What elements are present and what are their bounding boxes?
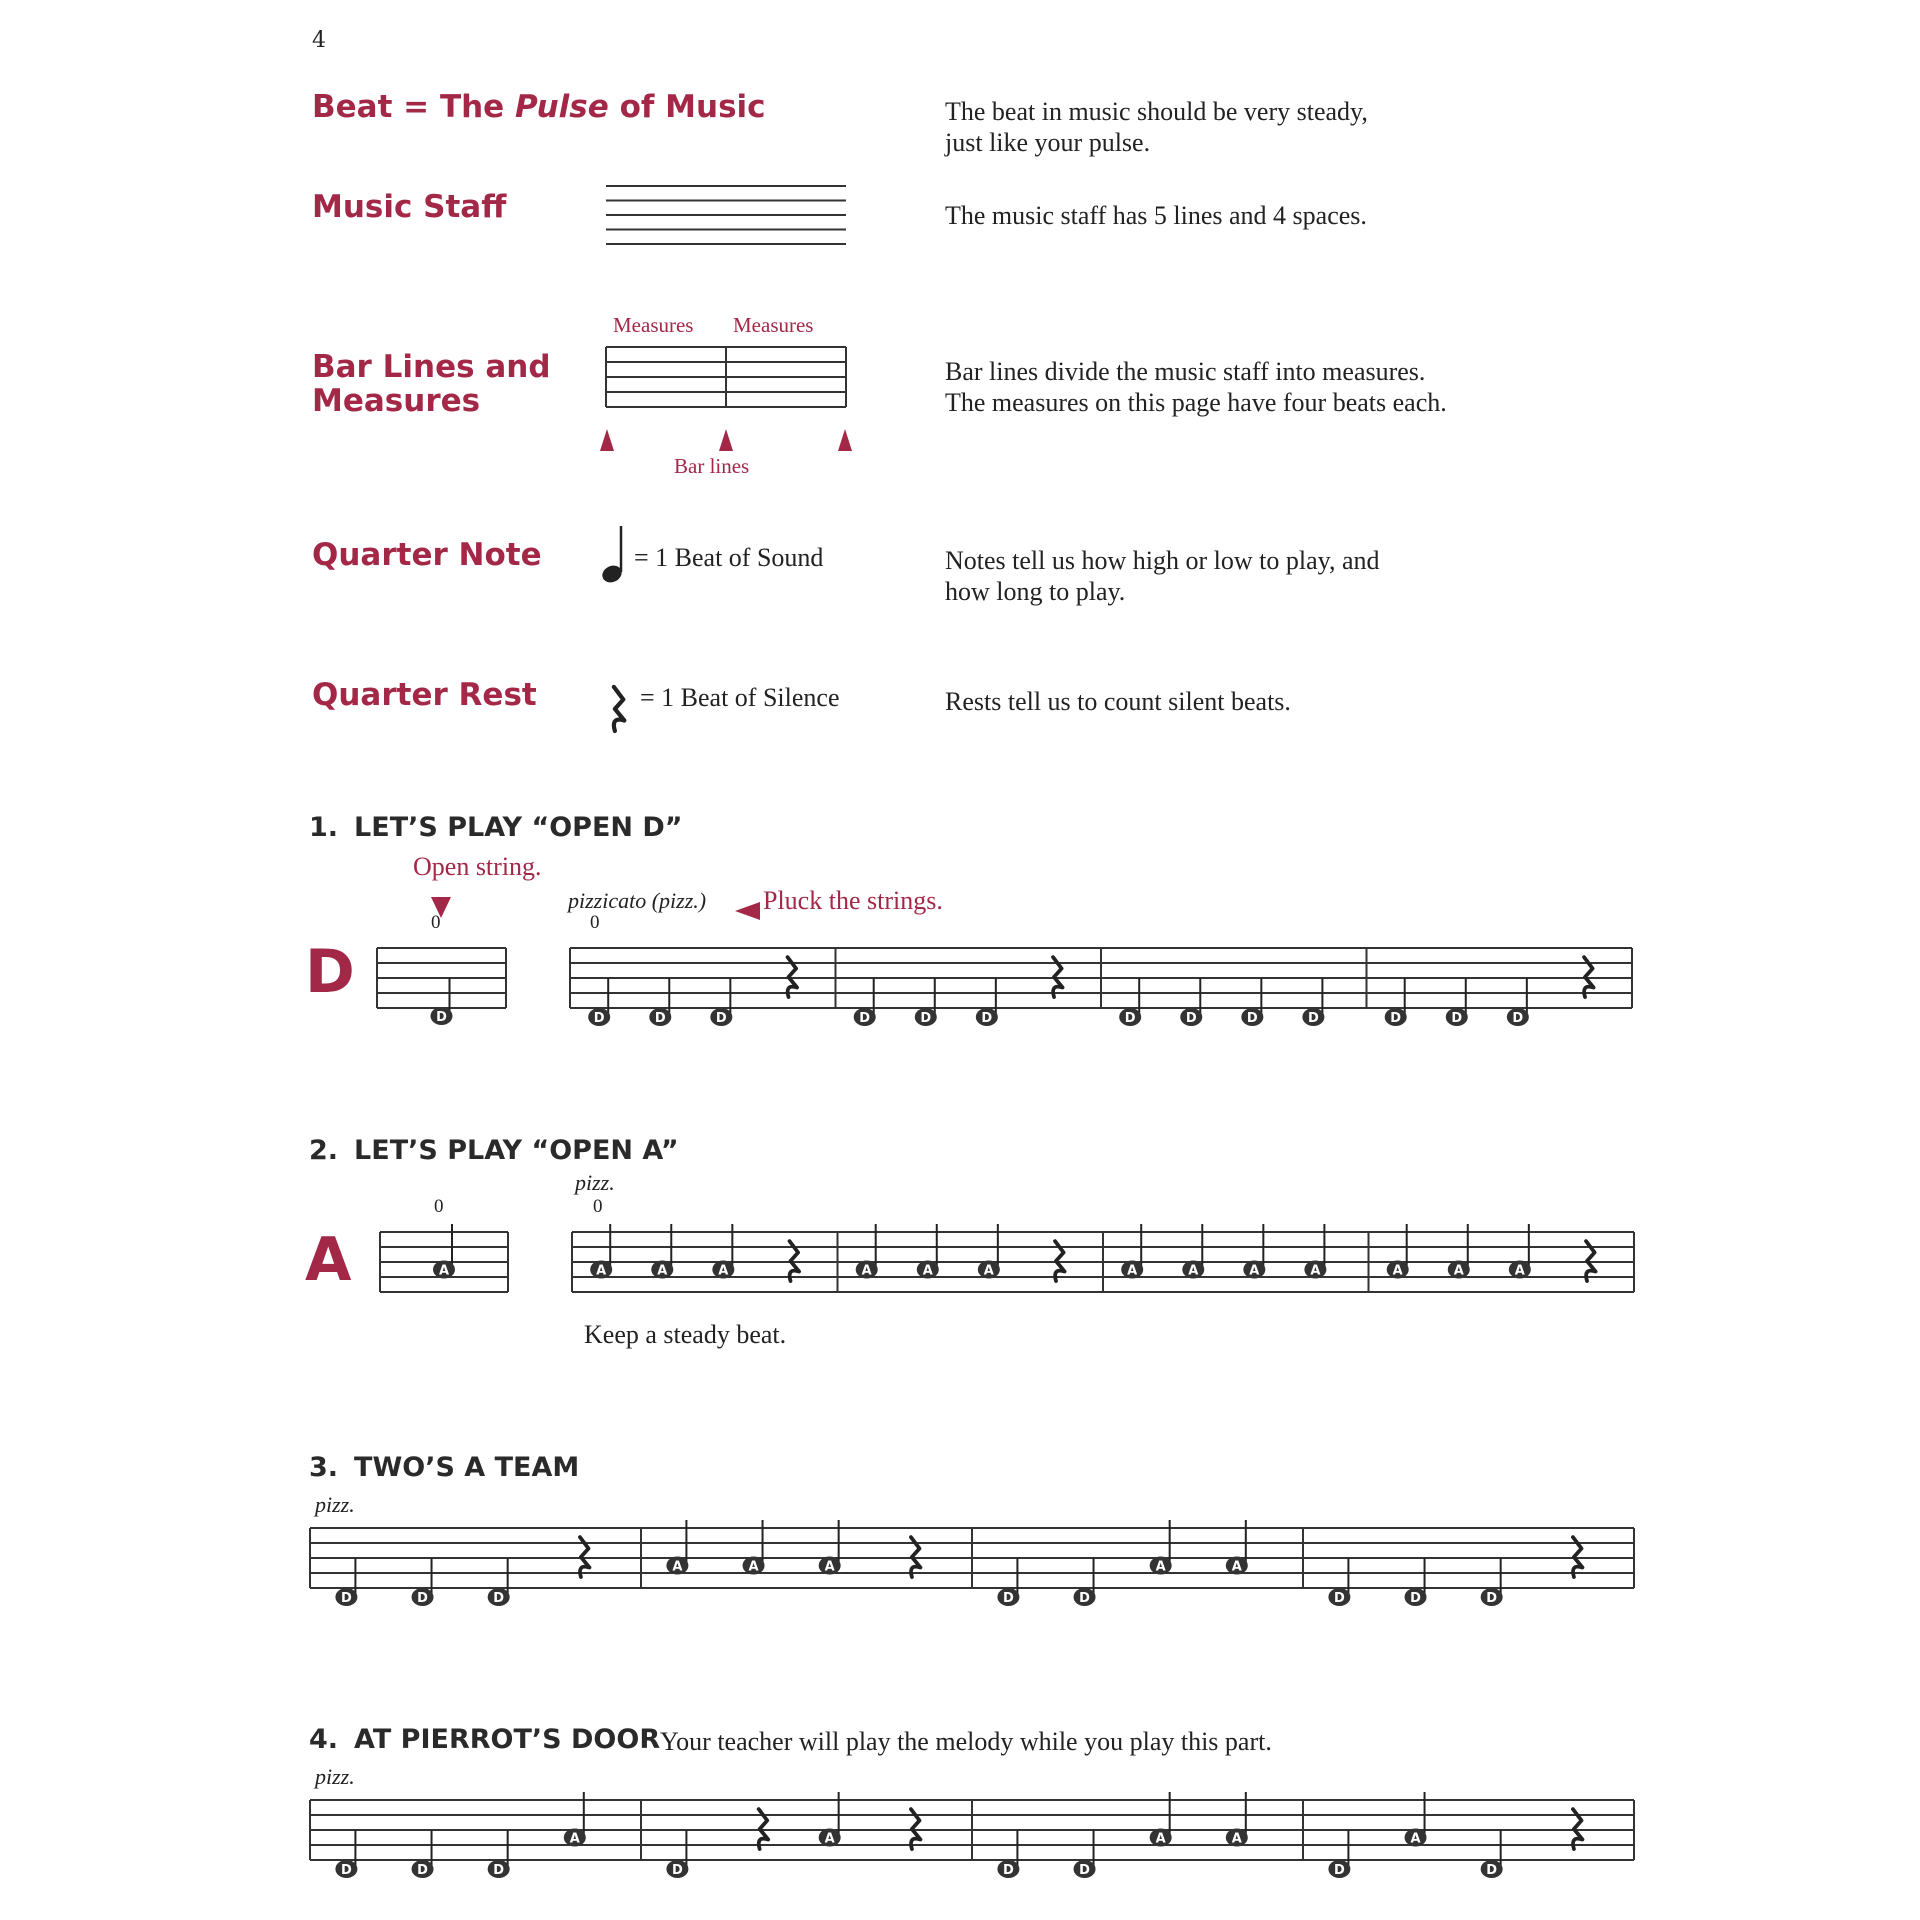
string-letter-d: D	[305, 937, 355, 1007]
measures-label-2: Measures	[733, 313, 814, 337]
note-a	[712, 1261, 734, 1279]
note-a	[1448, 1261, 1470, 1279]
desc-quarter-note: Notes tell us how high or low to play, and how long to play.	[945, 546, 1380, 606]
note-d	[1074, 1588, 1096, 1606]
note-d	[488, 1860, 510, 1878]
open-string-arrow	[431, 897, 451, 918]
note-a	[917, 1261, 939, 1279]
note-d	[1180, 1008, 1202, 1026]
note-letter: A	[1514, 1263, 1525, 1279]
exercise-4-title: 4. AT PIERROT’S DOOR	[309, 1724, 661, 1755]
note-d	[1405, 1588, 1427, 1606]
note-d	[1385, 1008, 1407, 1026]
note-d	[649, 1008, 671, 1026]
note-letter: D	[1512, 1011, 1524, 1026]
note-d	[1302, 1008, 1324, 1026]
note-d	[431, 1007, 453, 1025]
steady-beat-note: Keep a steady beat.	[584, 1320, 787, 1349]
note-letter: A	[1188, 1263, 1199, 1279]
note-d	[666, 1860, 688, 1878]
desc-bar-lines: Bar lines divide the music staff into measures. The measures on this page have four beats each.	[945, 357, 1447, 417]
fingering-zero: 0	[593, 1196, 603, 1217]
note-letter: D	[654, 1011, 666, 1026]
note-letter: A	[1155, 1831, 1166, 1847]
note-letter: A	[438, 1263, 450, 1279]
note-letter: D	[1486, 1863, 1498, 1878]
exercise-2-pizz-text: pizz.	[575, 1170, 615, 1195]
note-a	[1405, 1829, 1427, 1847]
note-a	[564, 1829, 586, 1847]
music-staff-illustration	[606, 186, 846, 244]
note-letter: D	[341, 1863, 352, 1878]
note-letter: D	[1003, 1863, 1014, 1878]
note-d	[1074, 1860, 1096, 1878]
exercise-3-title: 3. TWO’S A TEAM	[309, 1452, 580, 1483]
desc-beat: The beat in music should be very steady, just like your pulse.	[945, 97, 1368, 157]
note-letter: A	[657, 1263, 668, 1279]
note-a	[1304, 1261, 1326, 1279]
bar-line-arrow	[600, 429, 614, 451]
open-string-note: Open string.	[413, 852, 542, 881]
note-letter: D	[1334, 1863, 1345, 1878]
exercise-1-title: 1. LET’S PLAY “OPEN D”	[309, 812, 683, 843]
pluck-arrow	[735, 902, 760, 920]
quarter-rest-equation: = 1 Beat of Silence	[640, 683, 840, 712]
note-a	[666, 1557, 688, 1575]
note-d	[335, 1588, 357, 1606]
quarter-note-equation: = 1 Beat of Sound	[634, 543, 824, 572]
note-letter: D	[1410, 1591, 1421, 1606]
note-d	[1328, 1588, 1350, 1606]
note-letter: A	[922, 1263, 933, 1279]
fingering-zero: 0	[590, 912, 600, 933]
note-letter: D	[1124, 1011, 1136, 1026]
note-letter: D	[1308, 1011, 1319, 1026]
note-letter: D	[436, 1010, 447, 1025]
exercise-3-pizz-text: pizz.	[315, 1492, 355, 1517]
note-d	[412, 1588, 434, 1606]
note-d	[915, 1008, 937, 1026]
note-letter: D	[493, 1863, 505, 1878]
note-letter: D	[981, 1011, 993, 1026]
note-letter: A	[1392, 1263, 1403, 1279]
note-letter: A	[1410, 1831, 1421, 1847]
note-a	[978, 1261, 1000, 1279]
note-a	[856, 1261, 878, 1279]
fingering-zero: 0	[434, 1196, 444, 1217]
term-music-staff: Music Staff	[312, 189, 507, 225]
note-a	[1509, 1261, 1531, 1279]
note-letter: A	[824, 1559, 835, 1575]
quarter-rest-icon	[614, 687, 625, 731]
note-d	[710, 1008, 732, 1026]
note-d	[1119, 1008, 1141, 1026]
desc-music-staff: The music staff has 5 lines and 4 spaces.	[945, 201, 1367, 230]
note-d	[335, 1860, 357, 1878]
note-letter: D	[593, 1011, 605, 1026]
note-a	[1150, 1829, 1172, 1847]
note-d	[854, 1008, 876, 1026]
note-letter: A	[861, 1263, 872, 1279]
note-a	[651, 1261, 673, 1279]
note-letter: D	[1334, 1591, 1345, 1606]
note-letter: D	[859, 1011, 871, 1026]
note-letter: A	[1231, 1559, 1242, 1575]
pluck-strings-note: Pluck the strings.	[763, 886, 943, 915]
note-letter: D	[1390, 1011, 1402, 1026]
note-letter: A	[1127, 1263, 1138, 1279]
desc-quarter-rest: Rests tell us to count silent beats.	[945, 687, 1291, 716]
note-d	[976, 1008, 998, 1026]
note-letter: A	[718, 1263, 729, 1279]
note-d	[588, 1008, 610, 1026]
note-letter: A	[672, 1559, 683, 1575]
page-number: 4	[312, 28, 326, 53]
exercise-1-pizz-text: pizzicato (pizz.)	[568, 888, 707, 913]
note-d	[997, 1588, 1019, 1606]
note-letter: D	[1079, 1863, 1090, 1878]
note-letter: A	[1453, 1263, 1464, 1279]
note-d	[488, 1588, 510, 1606]
note-a	[1243, 1261, 1265, 1279]
note-letter: A	[1310, 1263, 1321, 1279]
note-letter: D	[1003, 1591, 1014, 1606]
note-d	[1481, 1588, 1503, 1606]
open-string-staff	[377, 948, 506, 1008]
note-letter: D	[1451, 1011, 1463, 1026]
note-letter: A	[1231, 1831, 1242, 1847]
fingering-zero: 0	[431, 912, 441, 933]
note-d	[1241, 1008, 1263, 1026]
note-a	[590, 1261, 612, 1279]
term-quarter-rest: Quarter Rest	[312, 677, 537, 713]
string-letter-a: A	[305, 1225, 352, 1295]
note-letter: D	[1486, 1591, 1498, 1606]
note-letter: D	[1185, 1011, 1197, 1026]
note-a	[1226, 1557, 1248, 1575]
note-letter: A	[824, 1831, 835, 1847]
exercise-2-title: 2. LET’S PLAY “OPEN A”	[309, 1135, 679, 1166]
bar-lines-label: Bar lines	[674, 454, 750, 478]
note-letter: A	[1249, 1263, 1260, 1279]
note-letter: D	[1079, 1591, 1090, 1606]
note-letter: D	[417, 1591, 428, 1606]
note-letter: A	[569, 1831, 580, 1847]
note-letter: D	[341, 1591, 352, 1606]
note-letter: D	[715, 1011, 727, 1026]
note-d	[412, 1860, 434, 1878]
exercise-4-pizz-text: pizz.	[315, 1764, 355, 1789]
note-letter: D	[1246, 1011, 1258, 1026]
note-a	[1150, 1557, 1172, 1575]
note-a	[1387, 1261, 1409, 1279]
term-quarter-note: Quarter Note	[312, 537, 542, 573]
bar-line-arrow	[838, 429, 852, 451]
note-a	[743, 1557, 765, 1575]
note-d	[997, 1860, 1019, 1878]
note-a	[1121, 1261, 1143, 1279]
note-d	[1481, 1860, 1503, 1878]
note-a	[819, 1557, 841, 1575]
note-d	[1446, 1008, 1468, 1026]
term-beat: Beat = The Pulse of Music	[312, 89, 766, 125]
note-a	[433, 1261, 455, 1279]
bar-line-arrow	[719, 429, 733, 451]
note-a	[819, 1829, 841, 1847]
note-letter: D	[493, 1591, 505, 1606]
note-letter: A	[596, 1263, 607, 1279]
note-a	[1182, 1261, 1204, 1279]
note-letter: A	[1155, 1559, 1166, 1575]
term-bar-lines: Bar Lines and Measures	[312, 349, 551, 419]
note-a	[1226, 1829, 1248, 1847]
measures-label-1: Measures	[613, 313, 694, 337]
note-letter: D	[920, 1011, 932, 1026]
note-letter: A	[748, 1559, 759, 1575]
note-letter: D	[672, 1863, 683, 1878]
note-d	[1328, 1860, 1350, 1878]
exercise-4-subtitle: Your teacher will play the melody while you play this part.	[660, 1727, 1272, 1756]
note-letter: D	[417, 1863, 428, 1878]
note-d	[1507, 1008, 1529, 1026]
note-letter: A	[983, 1263, 994, 1279]
